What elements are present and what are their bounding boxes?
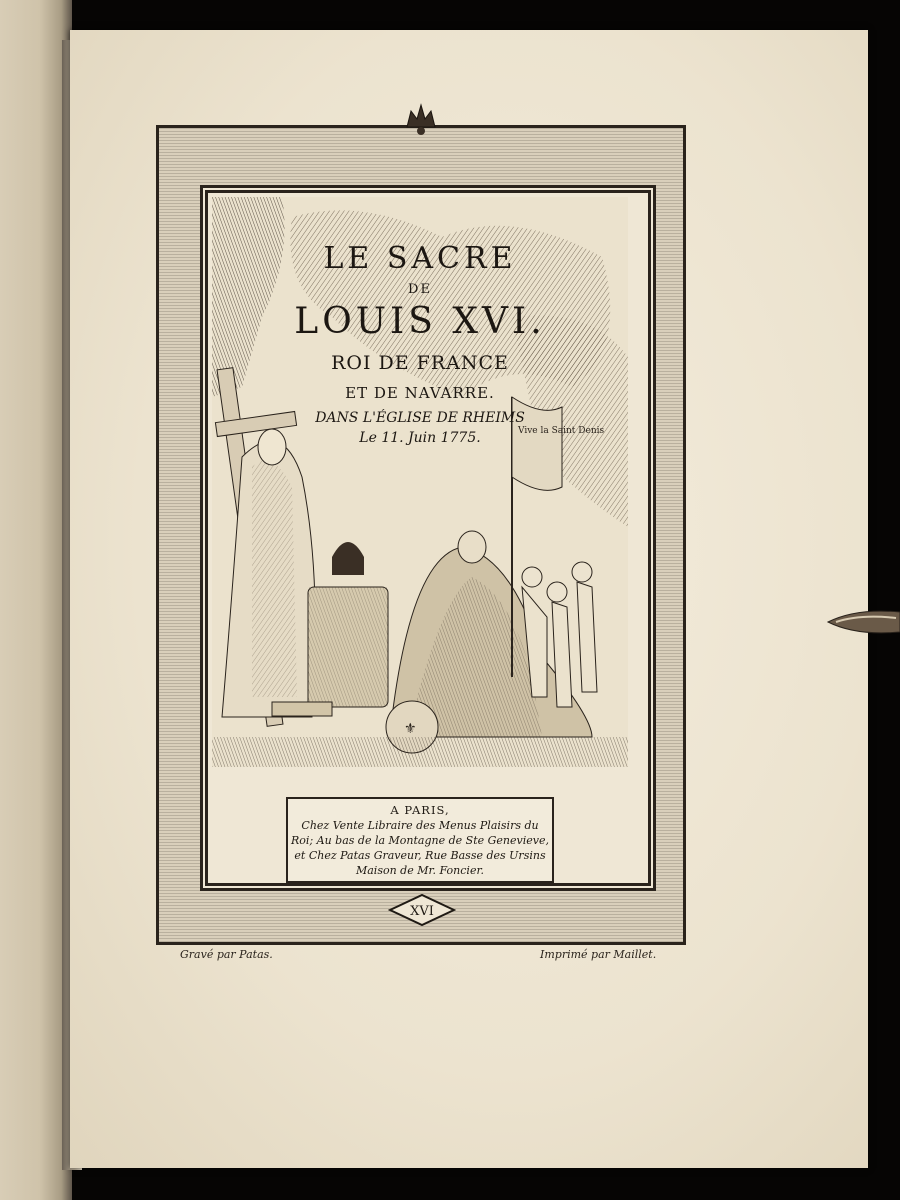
page-clip-icon	[826, 604, 900, 640]
imprint-line: Chez Vente Libraire des Menus Plaisirs du	[301, 819, 539, 832]
imprint-cartouche	[286, 797, 554, 883]
title-le-sacre: LE SACRE	[323, 241, 517, 276]
badge-text: XVI	[410, 904, 434, 919]
title-louis-xvi: LOUIS XVI.	[294, 301, 546, 342]
title-text-block	[212, 241, 628, 446]
title-de: DE	[408, 282, 432, 297]
imprint-line: Maison de Mr. Foncier.	[355, 864, 484, 877]
xvi-badge	[388, 893, 456, 927]
imprint-line: Roi; Au bas de la Montagne de Ste Genevieve,	[291, 834, 549, 847]
imprint-city: A PARIS,	[390, 803, 450, 817]
title-roi-de-france: ROI DE FRANCE	[331, 352, 509, 374]
coronation-scene	[212, 197, 628, 767]
svg-text:⚜: ⚜	[404, 721, 417, 737]
crown-crest-icon	[401, 97, 441, 137]
title-date: Le 11. Juin 1775.	[359, 430, 481, 446]
title-eglise: DANS L'ÉGLISE DE RHEIMS	[315, 410, 525, 426]
title-page	[70, 30, 868, 1168]
printer-credit: Imprimé par Maillet.	[540, 948, 657, 961]
imprint-line: et Chez Patas Graveur, Rue Basse des Ursins	[294, 849, 546, 862]
banner-text: Vive la Saint Denis	[518, 426, 605, 436]
engraved-plate	[156, 125, 686, 945]
title-et-de-navarre: ET DE NAVARRE.	[345, 384, 495, 402]
engraver-credit: Gravé par Patas.	[180, 948, 273, 961]
